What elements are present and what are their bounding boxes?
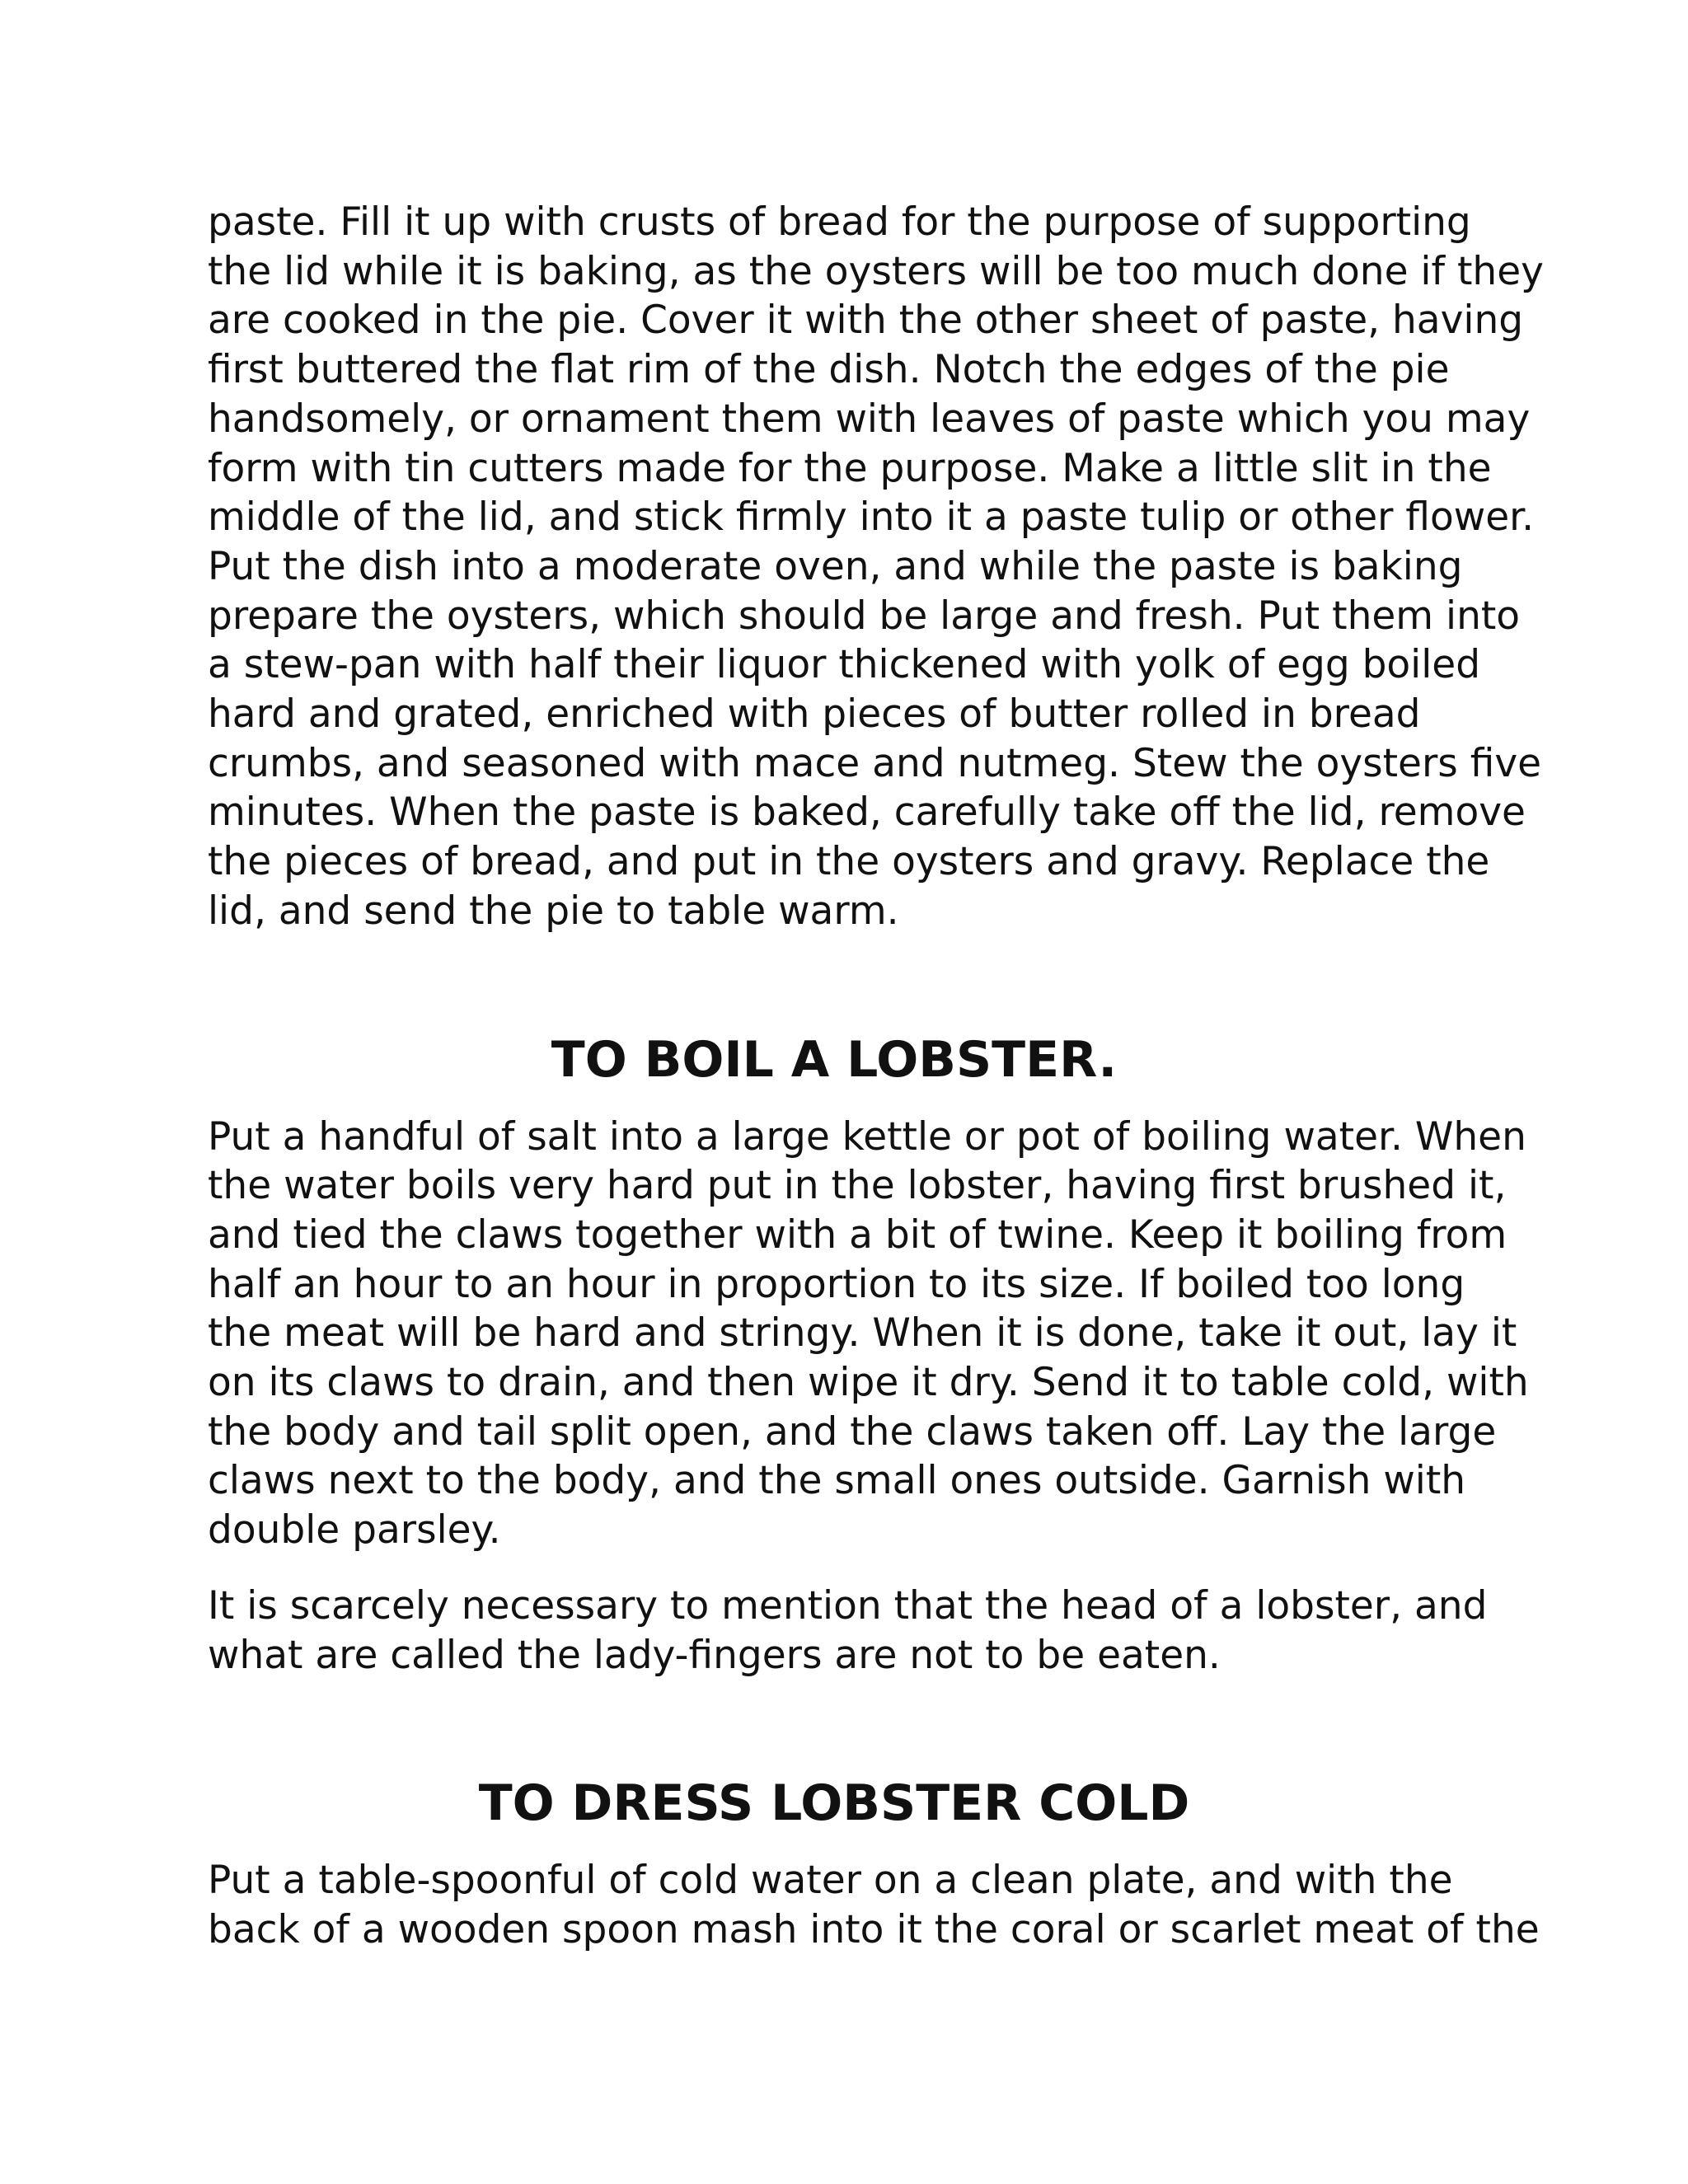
document-page — [208, 198, 1544, 1955]
text-line: hard and grated, enriched with pieces of butter rolled in bread — [208, 691, 1421, 738]
section-heading-dress-lobster: TO DRESS LOBSTER COLD — [478, 1774, 1190, 1833]
text-line: middle of the lid, and stick firmly into it a paste tulip or other flower. — [208, 494, 1535, 541]
text-line: half an hour to an hour in proportion to its size. If boiled too long — [208, 1261, 1465, 1307]
text-line: Put a table-spoonful of cold water on a clean plate, and with the — [208, 1858, 1453, 1904]
text-line: double parsley. — [208, 1507, 501, 1554]
dress-lobster-paragraph-1 — [208, 1856, 1540, 1954]
text-line: the water boils very hard put in the lobster, having first brushed it, — [208, 1163, 1507, 1209]
text-line: the body and tail split open, and the claws taken off. Lay the large — [208, 1408, 1497, 1455]
text-line: the lid while it is baking, as the oysters will be too much done if they — [208, 248, 1544, 294]
section-heading-boil-lobster: TO BOIL A LOBSTER. — [551, 1030, 1118, 1089]
text-line: are cooked in the pie. Cover it with the other sheet of paste, having — [208, 298, 1524, 344]
text-line: the meat will be hard and stringy. When it is done, take it out, lay it — [208, 1310, 1517, 1357]
text-line: form with tin cutters made for the purpose. Make a little slit in the — [208, 445, 1492, 491]
text-line: a stew-pan with half their liquor thickened with yolk of egg boiled — [208, 642, 1481, 688]
boil-lobster-paragraph-1 — [208, 1113, 1529, 1555]
text-line: claws next to the body, and the small ones outside. Garnish with — [208, 1458, 1466, 1504]
text-line: paste. Fill it up with crusts of bread for the purpose of supporting — [208, 199, 1471, 245]
text-line: back of a wooden spoon mash into it the coral or scarlet meat of the — [208, 1906, 1540, 1952]
text-line: Put the dish into a moderate oven, and while the paste is baking — [208, 543, 1463, 589]
text-line: what are called the lady-fingers are not to be eaten. — [208, 1632, 1221, 1678]
text-line: handsomely, or ornament them with leaves of paste which you may — [208, 396, 1531, 442]
text-line: first buttered the flat rim of the dish. Notch the edges of the pie — [208, 347, 1450, 393]
text-line: on its claws to drain, and then wipe it dry. Send it to table cold, with — [208, 1360, 1529, 1406]
text-line: Put a handful of salt into a large kettle or pot of boiling water. When — [208, 1113, 1526, 1160]
paragraph-gap — [208, 1555, 1493, 1582]
text-line: the pieces of bread, and put in the oysters and gravy. Replace the — [208, 839, 1490, 885]
text-line: lid, and send the pie to table warm. — [208, 888, 899, 934]
text-line: crumbs, and seasoned with mace and nutmeg. Stew the oysters five — [208, 740, 1542, 786]
text-line: prepare the oysters, which should be large and fresh. Put them into — [208, 593, 1521, 639]
text-line: and tied the claws together with a bit of twine. Keep it boiling from — [208, 1212, 1507, 1258]
text-line: minutes. When the paste is baked, carefully take off the lid, remove — [208, 790, 1526, 836]
continuation-paragraph — [208, 198, 1544, 936]
text-line: It is scarcely necessary to mention that the head of a lobster, and — [208, 1582, 1488, 1629]
boil-lobster-paragraph-2 — [208, 1582, 1493, 1680]
